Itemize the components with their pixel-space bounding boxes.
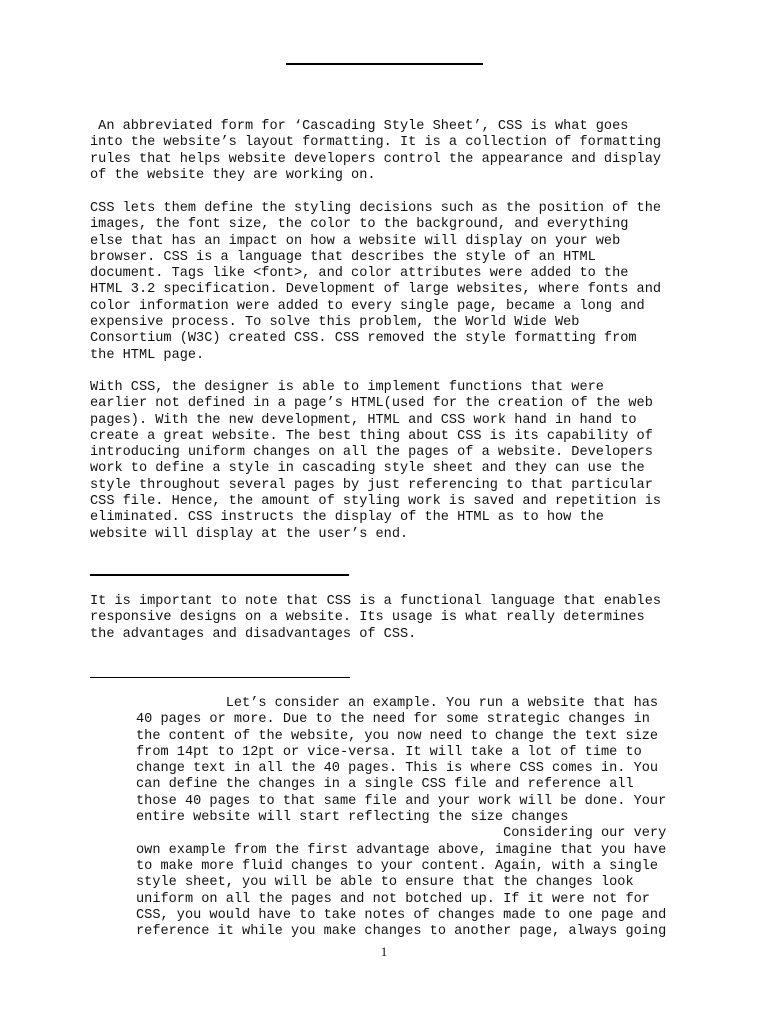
page-number: 1 [380,944,388,959]
functional-language-paragraph: It is important to note that CSS is a functional language that enables responsive designs on a website. Its usage is what really determines the advantages and disadvantages of CSS. [90,594,662,642]
title-underline [286,63,483,65]
subsection-underline [90,677,350,678]
section-underline [90,574,349,576]
css-designer-paragraph: With CSS, the designer is able to implement functions that were earlier not defined in a page’s HTML(used for the creation of the web pages). With the new development, HTML and CSS work hand in hand to create a great website. The best thing about CSS is its capability of introducing uniform changes on all the pages of a website. Developers work to define a style in cascading style sheet and they can use the style throughout several pages by just referencing to that particular CSS file. Hence, the amount of styling work is saved and repetition is eliminated. CSS instructs the display of the HTML as to how the website will display at the user’s end. [90,380,662,542]
intro-paragraph: An abbreviated form for ‘Cascading Style Sheet’, CSS is what goes into the website’s layout formatting. It is a collection of formatting rules that helps website developers control the appearance and display of the website they are working on. [90,119,662,183]
css-definition-paragraph: CSS lets them define the styling decisions such as the position of the images, the font size, the color to the background, and everything else that has an impact on how a website will display on your web browser. CSS is a language that describes the style of an HTML document. Tags like <font>, and color attributes were added to the HTML 3.2 specification. Development of large websites, where fonts and color information were added to every single page, became a long and expensive process. To solve this problem, the World Wide Web Consortium (W3C) created CSS. CSS removed the style formatting from the HTML page. [90,201,662,363]
example-paragraph: Let’s consider an example. You run a website that has 40 pages or more. Due to the need for some strategic changes in the content of the website, you now need to change the text size from 14pt to 12pt or vice-versa. It will take a lot of time to change text in all the 40 pages. This is where CSS comes in. You can define the changes in a single CSS file and reference all those 40 pages to that same file and your work will be done. Your entire website will start reflecting the size changes Considering our very own example from the first advantage above, imagine that you have to make more fluid changes to your content. Again, with a single style sheet, you will be able to ensure that the changes look uniform on all the pages and not botched up. If it were not for CSS, you would have to take notes of changes made to one page and reference it while you make changes to another page, always going [136,696,667,940]
